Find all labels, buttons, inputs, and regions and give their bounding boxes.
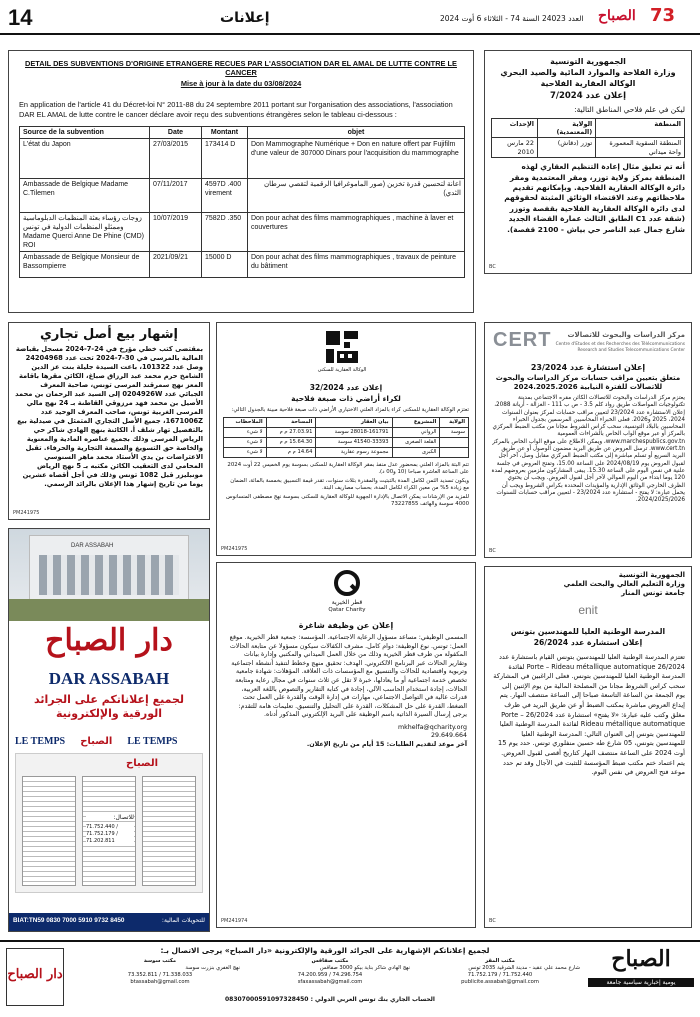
building-windows [39, 555, 179, 595]
housing-body-3: للمزيد من الإرشادات يمكن الاتصال بالإدارة الجهوية للوكالة العقارية للسكنى بسوسة نهج مصطفى المنسانوس 4000 سوسة والهاتف 73227855 [225, 494, 469, 507]
cell-date: 2021/09/21 [150, 252, 202, 278]
agri-ad [484, 50, 692, 274]
housing-subtitle: لكراء أراضي ذات صبغة فلاحية [291, 394, 401, 403]
col-state: الولاية [440, 418, 469, 428]
office-sfax-phone: 74.200.959 / 74.296.754 [297, 972, 363, 978]
office-sfax-email[interactable]: sfaxassabah@gmail.com [297, 979, 363, 985]
cell-date: 27/03/2015 [150, 139, 202, 179]
col-project: المشروع [392, 418, 440, 428]
enit-ad [484, 566, 692, 928]
cell-created: 22 مارس 2010 [492, 138, 538, 158]
qatar-phone: 29.649.664 [430, 731, 467, 739]
section-title: إعلانات [220, 10, 270, 26]
building-sign: DAR ASSABAH [71, 543, 114, 549]
cell: الكبرى [392, 448, 440, 458]
footer-office-hq [420, 958, 580, 986]
housing-intro: تعتزم الوكالة العقارية للسكنى كراء بالمزاد العلني الاختياري الأراضي ذات صبغة فلاحية مبينة بالجدول التالي: [231, 407, 469, 413]
cert-logo [493, 329, 551, 352]
housing-agency-ad [216, 322, 476, 556]
enit-body: تعتزم المدرسة الوطنية العليا للمهندسين بتونس القيام باستشارة عدد 26/2024 Porte – Rideau métallique automatique لفائدة المدرسة الوطنية العليا للمهندسين بتونس. فعلى الراغبين في المشاركة سحب كراس الشروط مجانا من المصلحة المالية من يوم الإثنين إلى يوم الجمعة من الساعة التاسعة صباحا إلى الساعة منتصف النهار. يتم إيداع العروض مباشرة بمكتب الضبط أو عن طريق البريد في ظرف مغلق وكتب عليه عبارة: «لا يفتح» استشارة عدد 26/2024 Porte – Rideau métallique automatique لفائدة المدرسة الوطنية العليا للمهندسين بتونس إلى العنوان التالي: المدرسة الوطنية العليا للمهندسين بتونس، 05 شارع طه حسين منفلوري تونس. حدد يوم 15 أوت 2024 على الساعة منتصف النهار كتاريخ أقصى لقبول العروض. يتم اعتماد ختم مكتب ضبط المؤسسة للتثبت في الآجال وقد تم حدد موعد فتح العروض في نفس اليوم. [493, 653, 685, 777]
table-row [20, 179, 465, 213]
issue-info: العدد 24023 السنة 74 - الثلاثاء 6 أوت 2024 [440, 14, 584, 23]
cell [440, 448, 469, 458]
brand-logo: الصباح [598, 8, 636, 24]
cell-source: Ambassade de Belgique Monsieur de Bassompierre [20, 252, 150, 278]
agri-ref: BC [489, 264, 496, 270]
header-rule [0, 33, 700, 35]
agri-ministry: وزارة الفلاحة والموارد المائية والصيد البحري [500, 68, 676, 77]
subventions-ad [8, 50, 474, 313]
table-row [20, 139, 465, 179]
thumb-3 [142, 776, 196, 886]
housing-org: الوكالة العقارية للسكنى [317, 367, 367, 373]
agri-republic: الجمهورية التونسية [550, 57, 626, 66]
table-row [224, 428, 469, 438]
col-source: Source de la subvention [20, 127, 150, 139]
table-row [20, 252, 465, 278]
dar-assabah-promo [8, 528, 210, 932]
cert-org-fr: Centre d'Etudes et des Recherches des Télécommunications [555, 342, 685, 347]
cell: الرواني [392, 428, 440, 438]
agri-notice: إعلان عدد 7/2024 [549, 91, 627, 101]
le-temps-logo-2: LE TEMPS [127, 736, 178, 747]
housing-body-1: تتم البتة بالمزاد العلني بمحضور عدل منفذ بمقر الوكالة العقارية للسكنى بسوسة يوم الخميس 22 أوت 2024 على الساعة العاشرة صباحا (10 و00 د). [227, 462, 469, 475]
enit-ref: BC [489, 918, 496, 924]
cert-title: إعلان استشارة عدد 23/2024 [530, 363, 646, 372]
col-area: المساحة [266, 418, 316, 428]
footer-office-sousse [80, 958, 240, 986]
footer-logo-right [588, 946, 694, 1006]
page-header [0, 0, 700, 34]
cell: 28018-161791 سوسة [316, 428, 392, 438]
footer-logo-right-text: الصباح [611, 946, 671, 972]
housing-table [223, 417, 469, 458]
enit-university: جامعة تونس المنار [621, 589, 685, 597]
footer-logo-left-text: دار الصباح [7, 967, 63, 982]
col-property: بيان العقار [316, 418, 392, 428]
cell-source: زوجات رؤساء بعثة المنظمات الدبلوماسية وممثلو المنظمات الدولية في تونس Madame Querci Anne De Phine (CMD) ROI [20, 213, 150, 252]
enit-republic: الجمهورية التونسية [618, 571, 685, 579]
office-sousse-email[interactable]: btassabah@gmail.com [130, 979, 190, 985]
cell-source: L'état du Japon [20, 139, 150, 179]
cell [440, 438, 469, 448]
office-hq-title: مكتب المقر [485, 958, 515, 964]
brand-year: 73 [650, 5, 676, 26]
qatar-name-ar: قطر الخيرية [331, 599, 363, 606]
office-hq-address: شارع محمد علي عقيد - مدينة الشرقية 2035 تونس [468, 965, 580, 971]
cell-object: اعانة لتحسين قدرة تخزين (صور الماموغرافيا الرقمية لتقصي سرطان الثدي) [248, 179, 465, 213]
cert-org-ar: مركز الدراسات والبحوث للاتصالات [567, 331, 685, 339]
housing-ref: PM241975 [221, 546, 248, 552]
subventions-intro: En application de l'article 41 du Décret-loi N° 2011-88 du 24 septembre 2011 portant sur l'organisation des associations, l'association DAR EL AMAL de lutte contre le cancer déclare avoir reçu des subventions étrangères selon le tableau ci-dessous : [19, 100, 453, 119]
cell: القلعة الصغرى [392, 438, 440, 448]
cell-amount: 173414 D [202, 139, 248, 179]
dar-assabah-name: DAR ASSABAH [48, 669, 170, 688]
table-row [492, 138, 685, 158]
le-temps-logo: LE TEMPS [15, 736, 66, 747]
footer-logo-left [6, 948, 64, 1006]
footer-office-sfax [250, 958, 410, 986]
contact-phones: 71.752.440 / 71.752.179 / 71.202.811 [86, 824, 134, 845]
housing-body-2: ويكون تسديد الثمن لكامل المدة بالتبتيت والمقدرة بثلاث سنوات، تقدر قيمة التسبيق بخمسة بالمائة، الضمان مع زيادة 5% من معين الكراء لكامل المدة، بحساب مصاريف البتة. [230, 478, 469, 491]
publications-row [15, 729, 203, 749]
business-sale-body: بمقتضى كتب خطي مؤرخ في 24-7-2024 مسجل بقباضة المالية بالمرسى في 30-7-2024 تحت عدد 24204968 وصل عدد 101322، باعت السيدة جليلة بنت عز الدين الشامخ حرم محمد عبد الرزاق صباغ، الكائن مقرها باقامة المعز نهج سمرقند المرسى تونس، صاحبة المعرف الجبائي عدد 0204926W إلى السيد عبد الرحمان بن محمد الأصيل بن محمد فهد مرزوقي القاطنة بـ 24 نهج مالي المرسى الغربية تونس، صاحب المعرف الوحيد عدد 1671006Z، جميع الأصل التجاري المتمثل في صيدلية بيع بالتفصيل تهار شلف أ. الكائنة بنهج الهادي شاكر حي الرياض المرسى وذلك بجميع عناصره المادية والمعنوية والخاصة حق التسويغ والسمعة التجارية والحرفاء. تقبل الاعتراضات بن يدي الأستاذ محمد ماهر السنوسي المحامي لدى التعقيب الكائن مكتبه بـ 5 نهج الرياض مونبليزر قبل 1082 تونس وذلك في أجل أقصاه عشرين يوما من تاريخ إشهار هذا الإعلان بالرائد الرسمي. [15, 345, 203, 488]
qatar-title: إعلان عن وظيفة شاغرة [298, 621, 394, 630]
subventions-title: DETAIL DES SUBVENTIONS D'ORIGINE ETRANGERE RECUES PAR L'ASSOCIATION DAR EL AMAL DE LUTTE CONTRE LE CANCER [25, 59, 457, 77]
col-object: objet [248, 127, 465, 139]
cert-body: يعتزم مركز الدراسات والبحوث للاتصالات الكائن مقره الاجتماعي بمدينة تكنولوجيات المواصلات طريق رواد كلم 3.5 - ص ب 111 - الغزالة - أريانة 2088، إعلان الاستشارة عدد 23/2024 لتعيين مراقب حسابات لمركز بعنوان السنوات 2024، 2025 و2026. فعلى الخبراء المحاسبين المرسمين بجدول الخبراء المحاسبين بالبلاد التونسية، سحب كراس الشروط مجانا من مكتب الضبط المركزي بالمركز أو عبر موقع الواب الخاص بالشراءات العمومية www.marchespublics.gov.tn، ويمكن الاطلاع على موقع الواب الخاص بالمركز www.cert.tn. ترسل العروض عن طريق البريد مضمون الوصول أو عن طريق البريد السريع أو تسلم مباشرة إلى مكتب الضبط المركزي مقابل وصل، آخر أجل لقبول العروض يوم 2024/08/19 على الساعة 15.00، وتفتح العروض في جلسة علنية في نفس اليوم على الساعة 15.30. يبقى المشاركون ملزمين بعروضهم لمدة 120 يوما ابتداء من اليوم الموالي لآخر أجل لقبول العروض. ويجب أن يحتوي الظرف الخارجي الوثائق الإدارية والمؤيدات المحددة بكراس الشروط ويجب أن يحمل عبارة: لا يفتح - استشارة عدد 23/2024 - لتعيين مراقب حسابات للسنوات 2024/2025/2026. [491, 395, 685, 504]
table-row [224, 448, 469, 458]
col-date: Date [150, 127, 202, 139]
enit-subtitle: إعلان استشارة عدد 26/2024 [533, 638, 643, 647]
col-zone: المنطقة [596, 118, 685, 138]
footer-bank: الحساب الجاري بنك تونس العربي الدولي : 08307000591097328450 [224, 996, 435, 1003]
office-sousse-address: نهج الغفري بنزرت سوسة [185, 965, 240, 971]
assabah-logo: الصباح [80, 736, 113, 747]
cell-source: Ambassade de Belgique Madame C.Tilemen [20, 179, 150, 213]
cert-ref: BC [489, 548, 496, 554]
footer-slogan: لجميع إعلاناتكم الإشهارية على الجرائد الورقية والإلكترونية «دار الصباح» يرجى الاتصال بـ: [160, 946, 490, 955]
cell-date: 07/11/2017 [150, 179, 202, 213]
cell-object: Don pour achat des films mammographiques , machine à laver et couvertures [248, 213, 465, 252]
building-garden [9, 599, 209, 621]
housing-logo [324, 329, 360, 365]
bank-bar [9, 913, 209, 931]
page-footer [0, 940, 700, 1017]
subventions-subtitle: Mise à jour à la date du 03/08/2024 [180, 79, 302, 88]
cert-logo-text: CERT [493, 329, 552, 351]
enit-logo: enit [578, 603, 598, 617]
cell: سوسة [440, 428, 469, 438]
table-row [224, 438, 469, 448]
qatar-name-en: Qatar Charity [328, 607, 366, 613]
col-state: الولاية (المعتمدية) [538, 118, 596, 138]
subventions-table [19, 126, 465, 278]
bank-label: للتحويلات المالية: [161, 917, 205, 924]
cell: 14.64 م م [266, 448, 316, 458]
cell-date: 10/07/2019 [150, 213, 202, 252]
newspaper-thumbnails [15, 753, 203, 893]
col-amount: Montant [202, 127, 248, 139]
cell-object: Don pour achat des films mammographiques , travaux de peinture du bâtiment [248, 252, 465, 278]
cert-ad [484, 322, 692, 558]
enit-ministry: وزارة التعليم العالي والبحث العلمي [563, 580, 685, 588]
dar-assabah-logo: دار الصباح [45, 623, 173, 658]
qatar-charity-logo-icon [333, 569, 361, 597]
agri-agency: الوكالة العقارية الفلاحية [540, 79, 636, 88]
cell: مجموعة رسوم عقارية [316, 448, 392, 458]
assabah-logo-2: الصباح [126, 758, 159, 769]
housing-title: إعلان عدد 32/2024 [309, 383, 383, 392]
cert-subtitle: متعلق بتعيين مراقب حسابات مركز الدراسات والبحوث للاتصالات للفترة النيابية 2024.2025.2026 [495, 374, 681, 391]
bank-account: BIAT:TN59 0830 7000 5910 9732 8450 [13, 917, 125, 924]
cell-object: Don Mammographe Numérique + Don en nature offert par Fujifilm d'une valeur de 307000 Dinars pour l'acquisition du mammographe [248, 139, 465, 179]
housing-logo-icon [324, 329, 360, 365]
cell-zone: المنطقة السقوية المعمورة واحة ميداني [596, 138, 685, 158]
cell: لا شيء [224, 428, 267, 438]
building-photo [9, 529, 209, 621]
agri-body: أنه تم تعليق مثال إعادة التنظيم العقاري لهذه المنطقة بمركز ولاية توزر، ومقر المعتمدية ومقر دائرة الوكالة العقارية الفلاحية. وبإمكانهم تقديم ملاحظاتهم وعند الاقتضاء الوثائق المثبتة لحقوقهم لدى دائرة الوكالة العقارية الفلاحية بقفصة وتوزر (شقة عدد C1 الطابق الثالث عمارة القضاء الجديد شارع جمال عبد الناصر حي بياش - 2100 قفصة). [504, 162, 685, 234]
agri-table [491, 118, 685, 159]
business-sale-ad [8, 322, 210, 520]
qatar-body: المسمى الوظيفي: مساعد مسؤول الرعاية الاجتماعية. المؤسسة: جمعية قطر الخيرية. موقع العمل: تونس. نوع الوظيفة: دوام كامل. مشرف الكفالات سيكون مسؤولا عن متابعة الحالات المكفولة من طرف قطر الخيرية وذلك من خلال العمل الميداني والمكتبي وإدارة بيانات وتقارير الحالات عبر البرنامج الالكتروني. الهدف: تحقيق منهج وخطط لتنفيذ أنشطة اجتماعية وتربوية واقتصادية للحالات والتنسيق مع المؤسسات ذات العلاقة. المؤهلات: شهادة جامعية تخصص خدمة اجتماعية أو ما يعادلها، خبرة لا تقل عن ثلاث سنوات في مجال رعاية ومتابعة الحالات، إجادة استخدام الحاسب الآلي، إجادة في كتابة التقارير والتصوص باللغة العربية، قدرات عالية في التواصل الاجتماعي، مهارات في إدارة الوقت والقدرة على العمل تحت الضغط، القدرة على حل المشكلات، القدرة على التحليل والتنسيق. تعليمات هامة للتقدم: يرجى إرسال السيرة الذاتية باسم الوظيفة على البريد الإلكتروني المذكور أدناه. [229, 634, 467, 719]
cell-amount: 4597D .400 virement [202, 179, 248, 213]
qatar-charity-ad [216, 562, 476, 928]
office-hq-email[interactable]: publicite.assabah@gmail.com [461, 979, 539, 985]
cell: لا شيء [224, 448, 267, 458]
qatar-email: mkhelfa@qcharity.org [397, 723, 467, 731]
table-row [20, 213, 465, 252]
cell: لا شيء [224, 438, 267, 448]
page-number: 14 [8, 5, 33, 30]
dar-assabah-slogan: لجميع إعلاناتكم على الجرائد الورقية والإلكترونية [33, 693, 185, 720]
business-sale-title: إشهار بيع أصل تجاري [40, 327, 178, 342]
office-sfax-title: مكتب صفاقس [311, 958, 349, 964]
col-created: الإحداث [492, 118, 538, 138]
office-sousse-title: مكتب سوسة [143, 958, 177, 964]
office-hq-phone: 71.752.179 / 71.752.440 [467, 972, 533, 978]
col-notes: الملاحظات [224, 418, 267, 428]
enit-title: المدرسة الوطنية العليا للمهندسين بتونس [510, 627, 666, 636]
qatar-ref: PM241974 [221, 918, 248, 924]
cell: 41540-33393 سوسة [316, 438, 392, 448]
office-sousse-phone: 73.352.811 / 71.338.033 [127, 972, 193, 978]
cell: 15.64.30 م م [266, 438, 316, 448]
office-sfax-address: نهج الهادي شاكر بناية بيكو 3000 صفاقس [320, 965, 410, 971]
cell: 27.03.91 م م [266, 428, 316, 438]
cert-org-en: Research and Studies Telecommunications Center [577, 348, 685, 353]
contact-title: للاتصال: [86, 814, 134, 821]
cell-amount: 15000 D [202, 252, 248, 278]
footer-tagline: يومية إخبارية سياسية جامعة [588, 978, 694, 987]
qatar-deadline: آخر موعد لتقديم الطلبات: 15 أيام من تاريخ الإعلان. [306, 740, 467, 748]
cell-amount: 7582D .350 [202, 213, 248, 252]
agri-intro: ليكن في علم فلاحي المناطق التالية: [574, 105, 685, 114]
business-sale-ref: PM241975 [13, 510, 40, 516]
thumb-1 [22, 776, 76, 886]
cell-state: توزر (دقاش) [538, 138, 596, 158]
